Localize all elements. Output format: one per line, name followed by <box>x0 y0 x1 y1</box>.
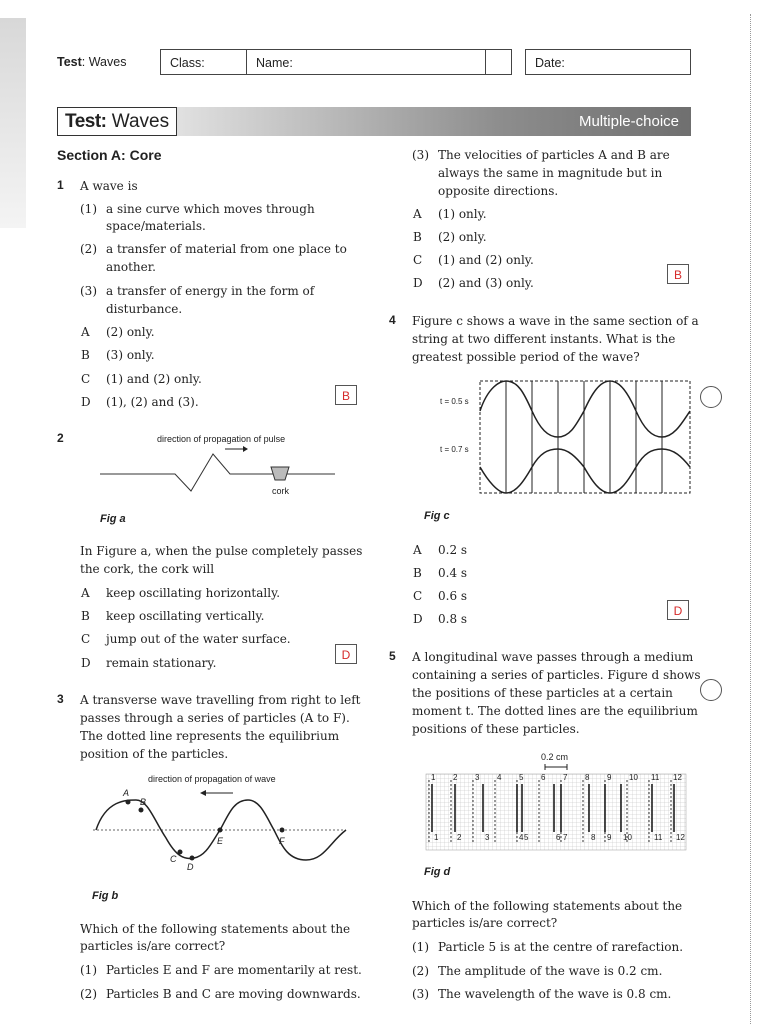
q1-statement-text: disturbance. <box>106 302 183 316</box>
fig-d-bottom-number: 11 <box>654 833 663 842</box>
q3-option-text[interactable]: (2) only. <box>438 230 487 244</box>
q1-option-text[interactable]: (1) and (2) only. <box>106 372 202 386</box>
q1-statement-text: space/materials. <box>106 219 206 233</box>
fig-d-bottom-numbers <box>424 833 690 845</box>
q5-statement-key: (1) <box>412 940 429 954</box>
fig-d-bottom-number: 4 <box>519 833 524 842</box>
q1-option-text[interactable]: (1), (2) and (3). <box>106 395 199 409</box>
answer-circle-icon[interactable] <box>700 386 722 408</box>
point-label-E: E <box>217 836 224 846</box>
q1-statement-text: a transfer of material from one place to <box>106 242 347 256</box>
q5-number: 5 <box>389 649 396 663</box>
q1-statement-key: (3) <box>80 284 97 298</box>
q4-number: 4 <box>389 313 396 327</box>
q2-option-key[interactable]: B <box>81 609 90 623</box>
fig-d-bottom-number: 6 <box>556 833 561 842</box>
q2-answer-box: D <box>335 644 357 664</box>
q5-statement-text: The amplitude of the wave is 0.2 cm. <box>438 964 663 978</box>
q3-option-text[interactable]: (1) and (2) only. <box>438 253 534 267</box>
q2-stem: the cork, the cork will <box>80 562 215 576</box>
fig-c-time-1: t = 0.5 s <box>440 397 469 406</box>
q3-option-text[interactable]: (2) and (3) only. <box>438 276 534 290</box>
q4-option-text[interactable]: 0.4 s <box>438 566 468 580</box>
page-edge-tab <box>0 18 26 228</box>
fig-d-top-number: 5 <box>519 773 524 782</box>
q1-statement-text: another. <box>106 260 156 274</box>
point-label-F: F <box>279 836 285 846</box>
fig-d-bottom-number: 5 <box>524 833 529 842</box>
q4-stem: string at two different instants. What is the <box>412 332 676 346</box>
q4-option-text[interactable]: 0.2 s <box>438 543 468 557</box>
q2-option-text[interactable]: remain stationary. <box>106 656 217 670</box>
q3-statement-key: (2) <box>80 987 97 1001</box>
name-field-extra[interactable] <box>485 49 512 75</box>
q4-option-key[interactable]: D <box>413 612 423 626</box>
banner-title: Test: Waves <box>57 107 177 136</box>
fig-d-top-number: 12 <box>673 773 682 782</box>
q5-statement-text: Particle 5 is at the centre of rarefaction. <box>438 940 684 954</box>
q3-option-key[interactable]: D <box>413 276 423 290</box>
fig-b-diagram <box>88 786 353 876</box>
fig-d-top-number: 10 <box>629 773 638 782</box>
q1-option-key[interactable]: D <box>81 395 91 409</box>
q3-answer-box: B <box>667 264 689 284</box>
q1-statement-key: (1) <box>80 202 97 216</box>
q3-statement-text: The velocities of particles A and B are <box>438 148 670 162</box>
q4-option-key[interactable]: B <box>413 566 422 580</box>
q5-stem: moment t. The dotted lines are the equilibrium <box>412 704 698 718</box>
q3-question: particles is/are correct? <box>80 939 226 953</box>
q2-option-text[interactable]: keep oscillating vertically. <box>106 609 265 623</box>
q4-option-key[interactable]: A <box>413 543 422 557</box>
fig-d-bottom-number: 2 <box>457 833 462 842</box>
fig-a-cork-label: cork <box>272 486 290 496</box>
q4-option-text[interactable]: 0.8 s <box>438 612 468 626</box>
q3-option-key[interactable]: B <box>413 230 422 244</box>
particle-B <box>139 808 144 813</box>
fig-c-time-2: t = 0.7 s <box>440 445 469 454</box>
answer-circle-icon[interactable] <box>700 679 722 701</box>
q3-statement-text: always the same in magnitude but in <box>438 166 663 180</box>
fig-d-top-number: 2 <box>453 773 458 782</box>
q3-stem: A transverse wave travelling from right to left <box>80 693 361 707</box>
q5-statement-key: (2) <box>412 964 429 978</box>
fig-a-diagram <box>95 440 345 500</box>
fig-d-top-number: 3 <box>475 773 480 782</box>
fig-b-label: Fig b <box>92 890 119 902</box>
q3-option-key[interactable]: C <box>413 253 423 267</box>
q3-option-text[interactable]: (1) only. <box>438 207 487 221</box>
fig-d-scale-label: 0.2 cm <box>541 752 569 762</box>
fig-d-bottom-number: 3 <box>485 833 490 842</box>
fig-a-caption: direction of propagation of pulse <box>157 434 286 444</box>
q3-statement-text: Particles E and F are momentarily at rest. <box>106 963 362 977</box>
q5-stem: positions of these particles. <box>412 722 580 736</box>
fig-d-top-number: 8 <box>585 773 590 782</box>
class-field[interactable]: Class: <box>160 49 247 75</box>
fig-d-top-numbers <box>424 773 690 785</box>
q1-statement-key: (2) <box>80 242 97 256</box>
q4-answer-box: D <box>667 600 689 620</box>
wave-t2 <box>480 449 690 493</box>
q1-stem: A wave is <box>80 179 138 193</box>
q5-stem: the positions of these particles at a certain <box>412 686 673 700</box>
fig-d-bottom-number: 10 <box>623 833 632 842</box>
q1-statement-text: a transfer of energy in the form of <box>106 284 315 298</box>
q5-statement-key: (3) <box>412 987 429 1001</box>
point-label-B: B <box>140 797 147 807</box>
q1-option-text[interactable]: (2) only. <box>106 325 155 339</box>
q2-option-text[interactable]: keep oscillating horizontally. <box>106 586 281 600</box>
particle-C <box>178 850 183 855</box>
point-label-A: A <box>123 788 130 798</box>
particle-E <box>218 828 223 833</box>
point-label-C: C <box>170 854 177 864</box>
header-test-label: Test: Waves <box>57 55 127 69</box>
q1-option-key[interactable]: B <box>81 348 90 362</box>
name-field[interactable]: Name: <box>246 49 486 75</box>
pulse-line <box>100 454 335 491</box>
q5-question: Which of the following statements about the <box>412 899 683 913</box>
direction-arrow-head <box>200 790 206 796</box>
fig-d-top-number: 11 <box>651 773 660 782</box>
q3-stem: The dotted line represents the equilibrium <box>80 729 340 743</box>
fig-d-bottom-number: 8 <box>591 833 596 842</box>
q3-number: 3 <box>57 692 64 706</box>
q2-number: 2 <box>57 431 64 445</box>
q2-option-key[interactable]: A <box>81 586 90 600</box>
q3-statement-key: (3) <box>412 148 429 162</box>
q3-statement-key: (1) <box>80 963 97 977</box>
fig-d-bottom-number: 9 <box>607 833 612 842</box>
wave-t1 <box>480 381 690 437</box>
fig-d-top-number: 4 <box>497 773 502 782</box>
fig-d-bottom-number: 7 <box>563 833 568 842</box>
q2-stem: In Figure a, when the pulse completely passes <box>80 544 363 558</box>
cork-icon <box>271 467 289 480</box>
banner-type: Multiple-choice <box>578 113 679 130</box>
q4-option-text[interactable]: 0.6 s <box>438 589 468 603</box>
section-title: Section A: Core <box>57 147 162 163</box>
q3-stem: position of the particles. <box>80 747 229 761</box>
q1-option-key[interactable]: C <box>81 372 91 386</box>
q1-option-key[interactable]: A <box>81 325 90 339</box>
q2-option-text[interactable]: jump out of the water surface. <box>106 632 291 646</box>
q5-question: particles is/are correct? <box>412 916 558 930</box>
q4-stem: Figure c shows a wave in the same section of a <box>412 314 699 328</box>
test-banner <box>57 107 691 136</box>
q1-statement-text: a sine curve which moves through <box>106 202 315 216</box>
fig-d-top-number: 9 <box>607 773 612 782</box>
q1-option-text[interactable]: (3) only. <box>106 348 155 362</box>
particle-D <box>190 856 195 861</box>
fig-d-top-number: 1 <box>431 773 436 782</box>
fig-d-label: Fig d <box>424 866 451 878</box>
fig-d-bottom-number: 1 <box>434 833 439 842</box>
cut-line <box>750 14 751 1024</box>
particle-F <box>280 828 285 833</box>
direction-arrow-head <box>243 446 248 452</box>
q3-statement-text: opposite directions. <box>438 184 559 198</box>
q5-stem: containing a series of particles. Figure d shows <box>412 668 701 682</box>
q4-stem: greatest possible period of the wave? <box>412 350 640 364</box>
q5-statement-text: The wavelength of the wave is 0.8 cm. <box>438 987 672 1001</box>
fig-c-diagram <box>478 379 694 495</box>
fig-d-top-number: 7 <box>563 773 568 782</box>
fig-c-gridlines <box>506 381 662 493</box>
fig-b-caption: direction of propagation of wave <box>148 774 276 784</box>
fig-d-bottom-number: 12 <box>676 833 685 842</box>
q2-option-key[interactable]: D <box>81 656 91 670</box>
q3-statement-text: Particles B and C are moving downwards. <box>106 987 361 1001</box>
fig-d-top-number: 6 <box>541 773 546 782</box>
q2-option-key[interactable]: C <box>81 632 91 646</box>
date-field[interactable]: Date: <box>525 49 691 75</box>
q1-answer-box: B <box>335 385 357 405</box>
q1-number: 1 <box>57 178 64 192</box>
point-label-D: D <box>187 862 194 872</box>
q3-question: Which of the following statements about the <box>80 922 351 936</box>
q3-stem: passes through a series of particles (A to F). <box>80 711 350 725</box>
fig-c-label: Fig c <box>424 510 450 522</box>
q4-option-key[interactable]: C <box>413 589 423 603</box>
q3-option-key[interactable]: A <box>413 207 422 221</box>
fig-a-label: Fig a <box>100 513 126 525</box>
particle-A <box>126 800 131 805</box>
q5-stem: A longitudinal wave passes through a medium <box>412 650 694 664</box>
